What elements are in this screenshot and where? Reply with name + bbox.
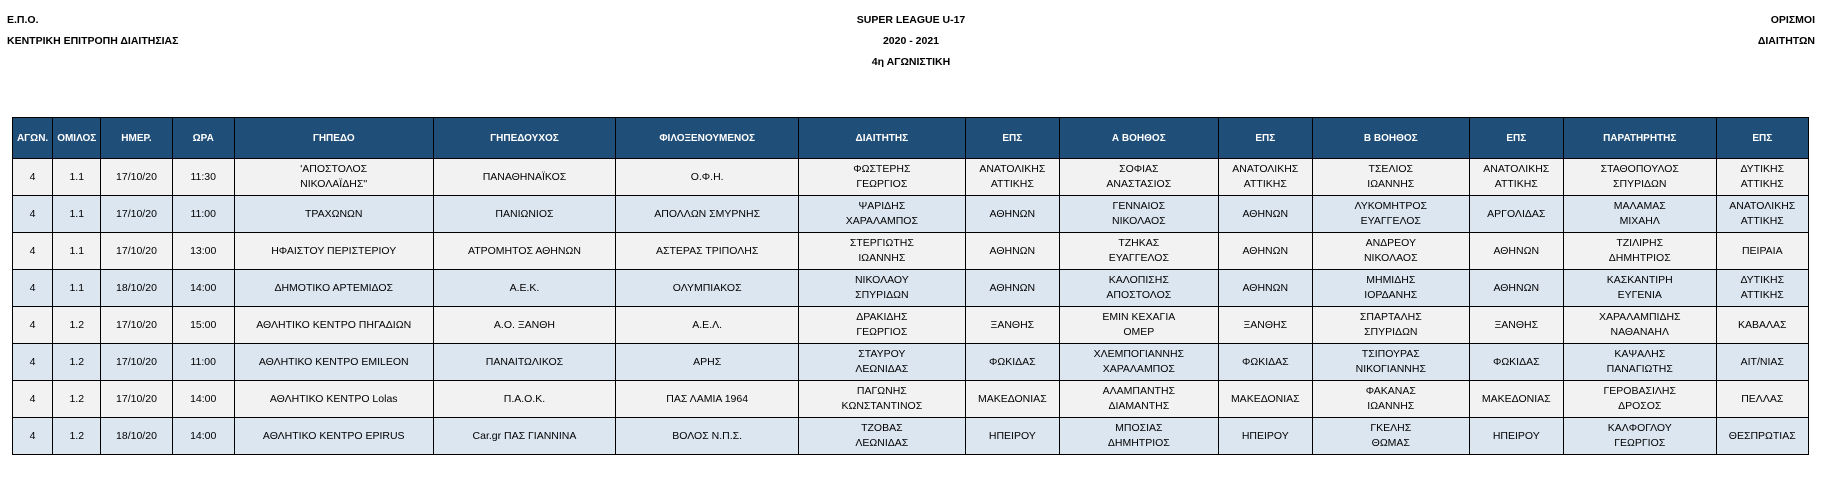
cell-home-team: ΠΑΝΙΩΝΙΟΣ (433, 196, 616, 233)
cell-line: ΝΙΚΟΛΑΟΣ (1112, 215, 1166, 227)
cell-home-team: ΠΑΝΑΙΤΩΛΙΚΟΣ (433, 344, 616, 381)
cell-line: ΑΝΔΡΕΟΥ (1365, 237, 1417, 249)
cell-match-number: 4 (13, 381, 53, 418)
cell-referee-association (965, 159, 1059, 196)
cell-assistant-1 (1060, 196, 1219, 233)
season: 2020 - 2021 (882, 35, 940, 47)
cell-assistant-1 (1060, 270, 1219, 307)
cell-referee-association: ΑΘΗΝΩΝ (965, 233, 1059, 270)
column-header-observer-association: ΕΠΣ (1716, 118, 1808, 159)
cell-assistant-2-association: ΑΘΗΝΩΝ (1469, 233, 1563, 270)
cell-assistant-1 (1060, 233, 1219, 270)
cell-home-team: Car.gr ΠΑΣ ΓΙΑΝΝΙΝΑ (433, 418, 616, 455)
cell-line: ΙΩΑΝΝΗΣ (1367, 400, 1415, 412)
cell-observer (1563, 159, 1716, 196)
cell-line: ΙΩΑΝΝΗΣ (1367, 178, 1415, 190)
cell-assistant-1-association (1218, 159, 1312, 196)
cell-observer-association: ΠΕΙΡΑΙΑ (1716, 233, 1808, 270)
table-body (13, 159, 1809, 455)
cell-line: ΣΠΑΡΤΑΛΗΣ (1359, 311, 1422, 323)
cell-home-team: Α.Ο. ΞΑΝΘΗ (433, 307, 616, 344)
cell-match-number: 4 (13, 344, 53, 381)
cell-line: ΓΕΩΡΓΙΟΣ (1614, 437, 1666, 449)
column-header-observer: ΠΑΡΑΤΗΡΗΤΗΣ (1563, 118, 1716, 159)
column-header-date: ΗΜΕΡ. (101, 118, 172, 159)
cell-home-team: Π.Α.Ο.Κ. (433, 381, 616, 418)
cell-referee (799, 233, 966, 270)
cell-time: 14:00 (172, 418, 234, 455)
cell-line: ΔΙΑΜΑΝΤΗΣ (1108, 400, 1170, 412)
cell-line: ΤΖΗΚΑΣ (1118, 237, 1160, 249)
column-header-assistant-1-association: ΕΠΣ (1218, 118, 1312, 159)
cell-referee (799, 159, 966, 196)
cell-line: ΙΩΑΝΝΗΣ (858, 252, 906, 264)
cell-assistant-1-association: ΑΘΗΝΩΝ (1218, 196, 1312, 233)
cell-group: 1.1 (53, 196, 101, 233)
cell-assistant-2-association: ΦΩΚΙΔΑΣ (1469, 344, 1563, 381)
cell-group: 1.2 (53, 307, 101, 344)
cell-away-team: Α.Ε.Λ. (616, 307, 799, 344)
cell-assistant-2 (1312, 307, 1469, 344)
cell-line: ΓΚΕΛΗΣ (1370, 422, 1412, 434)
cell-date: 17/10/20 (101, 307, 172, 344)
column-header-venue: ΓΗΠΕΔΟ (234, 118, 433, 159)
cell-line: ΜΠΟΣΙΑΣ (1115, 422, 1163, 434)
cell-line: ΑΤΤΙΚΗΣ (990, 178, 1034, 190)
table-row (13, 307, 1809, 344)
cell-line: ΔΥΤΙΚΗΣ (1740, 163, 1785, 175)
matchday: 4η ΑΓΩΝΙΣΤΙΚΗ (871, 56, 951, 68)
doc-type-line2: ΔΙΑΙΤΗΤΩΝ (1757, 35, 1815, 47)
appointments-table (12, 117, 1809, 455)
cell-line: ΚΑΛΦΟΓΛΟΥ (1607, 422, 1672, 434)
cell-observer (1563, 196, 1716, 233)
cell-assistant-1-association: ΦΩΚΙΔΑΣ (1218, 344, 1312, 381)
cell-observer (1563, 344, 1716, 381)
cell-assistant-2 (1312, 270, 1469, 307)
cell-line: ΓΕΩΡΓΙΟΣ (856, 178, 908, 190)
cell-line: ΨΑΡΙΔΗΣ (858, 200, 906, 212)
column-header-assistant-1: Α ΒΟΗΘΟΣ (1060, 118, 1219, 159)
cell-line: ΜΙΧΑΗΛ (1619, 215, 1660, 227)
column-header-assistant-2: Β ΒΟΗΘΟΣ (1312, 118, 1469, 159)
table-row (13, 344, 1809, 381)
cell-line: ΚΩΝΣΤΑΝΤΙΝΟΣ (841, 400, 923, 412)
cell-assistant-2-association: ΑΡΓΟΛΙΔΑΣ (1469, 196, 1563, 233)
cell-referee-association: ΑΘΗΝΩΝ (965, 196, 1059, 233)
cell-group: 1.1 (53, 233, 101, 270)
cell-line: ΕΥΑΓΓΕΛΟΣ (1360, 215, 1421, 227)
cell-observer-association: ΠΕΛΛΑΣ (1716, 381, 1808, 418)
cell-venue: ΗΦΑΙΣΤΟΥ ΠΕΡΙΣΤΕΡΙΟΥ (234, 233, 433, 270)
cell-observer (1563, 233, 1716, 270)
cell-line: ΔΗΜΗΤΡΙΟΣ (1608, 252, 1671, 264)
cell-line: ΑΤΤΙΚΗΣ (1494, 178, 1538, 190)
league-title: SUPER LEAGUE U-17 (856, 14, 966, 26)
cell-venue: ΑΘΛΗΤΙΚΟ ΚΕΝΤΡΟ Lolas (234, 381, 433, 418)
column-header-group: ΟΜΙΛΟΣ (53, 118, 101, 159)
cell-line: ΣΠΥΡΙΔΩΝ (1364, 326, 1418, 338)
cell-line: ΑΤΤΙΚΗΣ (1243, 178, 1287, 190)
cell-observer-association: ΑΙΤ/ΝΙΑΣ (1716, 344, 1808, 381)
cell-assistant-1 (1060, 344, 1219, 381)
table-row (13, 196, 1809, 233)
cell-line: ΑΤΤΙΚΗΣ (1740, 215, 1784, 227)
cell-match-number: 4 (13, 418, 53, 455)
cell-line: ΤΣΙΠΟΥΡΑΣ (1361, 348, 1420, 360)
cell-assistant-2-association (1469, 159, 1563, 196)
column-header-away-team: ΦΙΛΟΞΕΝΟΥΜΕΝΟΣ (616, 118, 799, 159)
cell-date: 17/10/20 (101, 196, 172, 233)
cell-date: 17/10/20 (101, 381, 172, 418)
cell-home-team: Α.Ε.Κ. (433, 270, 616, 307)
doc-type-line1: ΟΡΙΣΜΟΙ (1770, 14, 1815, 26)
cell-referee-association: ΜΑΚΕΔΟΝΙΑΣ (965, 381, 1059, 418)
cell-time: 11:30 (172, 159, 234, 196)
cell-line: 'ΑΠΟΣΤΟΛΟΣ (300, 163, 368, 175)
cell-line: ΣΤΑΥΡΟΥ (858, 348, 906, 360)
cell-assistant-1 (1060, 159, 1219, 196)
column-header-home-team: ΓΗΠΕΔΟΥΧΟΣ (433, 118, 616, 159)
cell-home-team: ΠΑΝΑΘΗΝΑΪΚΟΣ (433, 159, 616, 196)
cell-line: ΑΠΟΣΤΟΛΟΣ (1106, 289, 1172, 301)
cell-line: ΔΗΜΗΤΡΙΟΣ (1107, 437, 1170, 449)
cell-line: ΤΖΙΛΙΡΗΣ (1616, 237, 1664, 249)
cell-date: 18/10/20 (101, 418, 172, 455)
cell-line: ΝΙΚΟΛΑΟΣ (1363, 252, 1418, 264)
cell-line: ΔΥΤΙΚΗΣ (1740, 274, 1785, 286)
cell-line: ΑΤΤΙΚΗΣ (1740, 178, 1784, 190)
cell-assistant-2-association: ΗΠΕΙΡΟΥ (1469, 418, 1563, 455)
cell-line: ΜΑΛΑΜΑΣ (1613, 200, 1666, 212)
cell-away-team: Ο.Φ.Η. (616, 159, 799, 196)
cell-away-team: ΒΟΛΟΣ Ν.Π.Σ. (616, 418, 799, 455)
cell-line: ΓΕΝΝΑΙΟΣ (1112, 200, 1166, 212)
cell-assistant-1-association: ΗΠΕΙΡΟΥ (1218, 418, 1312, 455)
cell-away-team: ΑΠΟΛΛΩΝ ΣΜΥΡΝΗΣ (616, 196, 799, 233)
cell-observer-association: ΘΕΣΠΡΩΤΙΑΣ (1716, 418, 1808, 455)
cell-line: ΧΑΡΑΛΑΜΠΟΣ (1102, 363, 1175, 375)
cell-line: ΔΡΑΚΙΔΗΣ (856, 311, 908, 323)
cell-date: 17/10/20 (101, 233, 172, 270)
cell-line: ΟΜΕΡ (1123, 326, 1155, 338)
cell-line: ΑΝΑΤΟΛΙΚΗΣ (1483, 163, 1550, 175)
cell-observer-association (1716, 270, 1808, 307)
cell-referee (799, 381, 966, 418)
cell-match-number: 4 (13, 196, 53, 233)
table-row (13, 159, 1809, 196)
cell-time: 14:00 (172, 270, 234, 307)
cell-venue: ΑΘΛΗΤΙΚΟ ΚΕΝΤΡΟ EMILEON (234, 344, 433, 381)
cell-line: ΤΣΕΛΙΟΣ (1368, 163, 1414, 175)
cell-assistant-1 (1060, 381, 1219, 418)
cell-line: ΓΕΩΡΓΙΟΣ (856, 326, 908, 338)
cell-line: ΣΤΑΘΟΠΟΥΛΟΣ (1600, 163, 1679, 175)
column-header-referee: ΔΙΑΙΤΗΤΗΣ (799, 118, 966, 159)
cell-assistant-1-association: ΑΘΗΝΩΝ (1218, 233, 1312, 270)
cell-group: 1.2 (53, 381, 101, 418)
cell-line: ΣΠΥΡΙΔΩΝ (1613, 178, 1667, 190)
cell-line: ΚΑΨΑΛΗΣ (1614, 348, 1666, 360)
cell-away-team: ΠΑΣ ΛΑΜΙΑ 1964 (616, 381, 799, 418)
cell-line: ΑΛΑΜΠΑΝΤΗΣ (1102, 385, 1176, 397)
cell-observer-association (1716, 159, 1808, 196)
cell-line: ΑΝΑΤΟΛΙΚΗΣ (1729, 200, 1796, 212)
table-row (13, 381, 1809, 418)
cell-assistant-2 (1312, 418, 1469, 455)
cell-group: 1.1 (53, 270, 101, 307)
cell-date: 17/10/20 (101, 159, 172, 196)
cell-group: 1.2 (53, 418, 101, 455)
cell-assistant-2 (1312, 196, 1469, 233)
cell-referee (799, 270, 966, 307)
cell-line: ΚΑΛΟΠΙΣΗΣ (1108, 274, 1169, 286)
cell-date: 17/10/20 (101, 344, 172, 381)
cell-line: ΝΙΚΟΓΙΑΝΝΗΣ (1355, 363, 1426, 375)
table-row (13, 270, 1809, 307)
cell-venue: ΤΡΑΧΩΝΩΝ (234, 196, 433, 233)
cell-line: ΣΤΕΡΓΙΩΤΗΣ (849, 237, 914, 249)
cell-line: ΦΑΚΑΝΑΣ (1365, 385, 1416, 397)
cell-line: ΚΑΣΚΑΝΤΙΡΗ (1606, 274, 1673, 286)
cell-line: ΓΕΡΟΒΑΣΙΛΗΣ (1603, 385, 1676, 397)
cell-time: 14:00 (172, 381, 234, 418)
cell-line: ΧΛΕΜΠΟΓΙΑΝΝΗΣ (1093, 348, 1185, 360)
cell-observer (1563, 307, 1716, 344)
cell-assistant-1 (1060, 418, 1219, 455)
cell-observer-association: ΚΑΒΑΛΑΣ (1716, 307, 1808, 344)
cell-line: ΠΑΝΑΓΙΩΤΗΣ (1606, 363, 1673, 375)
cell-line: ΔΡΟΣΟΣ (1618, 400, 1662, 412)
cell-line: ΕΜΙΝ ΚΕΧΑΓΙΑ (1102, 311, 1176, 323)
table-row (13, 418, 1809, 455)
cell-assistant-2-association: ΜΑΚΕΔΟΝΙΑΣ (1469, 381, 1563, 418)
cell-referee-association: ΦΩΚΙΔΑΣ (965, 344, 1059, 381)
cell-assistant-2-association: ΞΑΝΘΗΣ (1469, 307, 1563, 344)
table-row (13, 233, 1809, 270)
cell-time: 13:00 (172, 233, 234, 270)
cell-venue: ΑΘΛΗΤΙΚΟ ΚΕΝΤΡΟ EPIRUS (234, 418, 433, 455)
cell-line: ΑΝΑΤΟΛΙΚΗΣ (979, 163, 1046, 175)
cell-line: ΧΑΡΑΛΑΜΠΙΔΗΣ (1598, 311, 1681, 323)
cell-time: 11:00 (172, 344, 234, 381)
cell-assistant-2 (1312, 159, 1469, 196)
cell-line: ΛΕΩΝΙΔΑΣ (855, 363, 909, 375)
cell-assistant-2 (1312, 233, 1469, 270)
column-header-time: ΩΡΑ (172, 118, 234, 159)
cell-referee (799, 418, 966, 455)
cell-line: ΠΑΓΩΝΗΣ (856, 385, 907, 397)
cell-match-number: 4 (13, 307, 53, 344)
cell-line: ΣΟΦΙΑΣ (1119, 163, 1159, 175)
cell-venue: ΔΗΜΟΤΙΚΟ ΑΡΤΕΜΙΔΟΣ (234, 270, 433, 307)
cell-observer (1563, 270, 1716, 307)
column-header-assistant-2-association: ΕΠΣ (1469, 118, 1563, 159)
column-header-match-number: ΑΓΩΝ. (13, 118, 53, 159)
table-header-row (13, 118, 1809, 159)
cell-observer (1563, 418, 1716, 455)
cell-observer-association (1716, 196, 1808, 233)
cell-away-team: ΑΡΗΣ (616, 344, 799, 381)
cell-observer (1563, 381, 1716, 418)
cell-group: 1.1 (53, 159, 101, 196)
cell-assistant-1-association: ΞΑΝΘΗΣ (1218, 307, 1312, 344)
cell-time: 11:00 (172, 196, 234, 233)
cell-date: 18/10/20 (101, 270, 172, 307)
cell-line: ΝΑΘΑΝΑΗΛ (1610, 326, 1670, 338)
cell-home-team: ΑΤΡΟΜΗΤΟΣ ΑΘΗΝΩΝ (433, 233, 616, 270)
cell-line: ΝΙΚΟΛΑΪΔΗΣ'' (300, 178, 368, 190)
cell-venue (234, 159, 433, 196)
cell-referee (799, 196, 966, 233)
cell-line: ΘΩΜΑΣ (1371, 437, 1410, 449)
cell-assistant-2 (1312, 344, 1469, 381)
cell-group: 1.2 (53, 344, 101, 381)
cell-venue: ΑΘΛΗΤΙΚΟ ΚΕΝΤΡΟ ΠΗΓΑΔΙΩΝ (234, 307, 433, 344)
cell-referee (799, 344, 966, 381)
cell-referee-association: ΞΑΝΘΗΣ (965, 307, 1059, 344)
cell-away-team: ΟΛΥΜΠΙΑΚΟΣ (616, 270, 799, 307)
cell-time: 15:00 (172, 307, 234, 344)
cell-match-number: 4 (13, 233, 53, 270)
cell-line: ΑΤΤΙΚΗΣ (1740, 289, 1784, 301)
cell-line: ΕΥΑΓΓΕΛΟΣ (1108, 252, 1169, 264)
cell-line: ΛΕΩΝΙΔΑΣ (855, 437, 909, 449)
cell-referee-association: ΗΠΕΙΡΟΥ (965, 418, 1059, 455)
cell-line: ΑΝΑΤΟΛΙΚΗΣ (1232, 163, 1299, 175)
cell-line: ΑΝΑΣΤΑΣΙΟΣ (1106, 178, 1172, 190)
cell-line: ΕΥΓΕΝΙΑ (1617, 289, 1662, 301)
cell-line: ΧΑΡΑΛΑΜΠΟΣ (845, 215, 918, 227)
column-header-referee-association: ΕΠΣ (965, 118, 1059, 159)
committee-name: ΚΕΝΤΡΙΚΗ ΕΠΙΤΡΟΠΗ ΔΙΑΙΤΗΣΙΑΣ (7, 35, 179, 47)
cell-match-number: 4 (13, 159, 53, 196)
cell-line: ΣΠΥΡΙΔΩΝ (855, 289, 909, 301)
cell-assistant-1 (1060, 307, 1219, 344)
cell-line: ΛΥΚΟΜΗΤΡΟΣ (1354, 200, 1428, 212)
federation-name: Ε.Π.Ο. (7, 14, 39, 26)
cell-assistant-1-association: ΜΑΚΕΔΟΝΙΑΣ (1218, 381, 1312, 418)
cell-referee-association: ΑΘΗΝΩΝ (965, 270, 1059, 307)
cell-line: ΝΙΚΟΛΑΟΥ (854, 274, 909, 286)
cell-assistant-1-association: ΑΘΗΝΩΝ (1218, 270, 1312, 307)
cell-line: ΙΟΡΔΑΝΗΣ (1364, 289, 1418, 301)
cell-line: ΤΖΟΒΑΣ (861, 422, 903, 434)
cell-match-number: 4 (13, 270, 53, 307)
cell-assistant-2 (1312, 381, 1469, 418)
cell-assistant-2-association: ΑΘΗΝΩΝ (1469, 270, 1563, 307)
cell-line: ΜΗΜΙΔΗΣ (1366, 274, 1416, 286)
cell-line: ΦΩΣΤΕΡΗΣ (853, 163, 911, 175)
cell-away-team: ΑΣΤΕΡΑΣ ΤΡΙΠΟΛΗΣ (616, 233, 799, 270)
cell-referee (799, 307, 966, 344)
